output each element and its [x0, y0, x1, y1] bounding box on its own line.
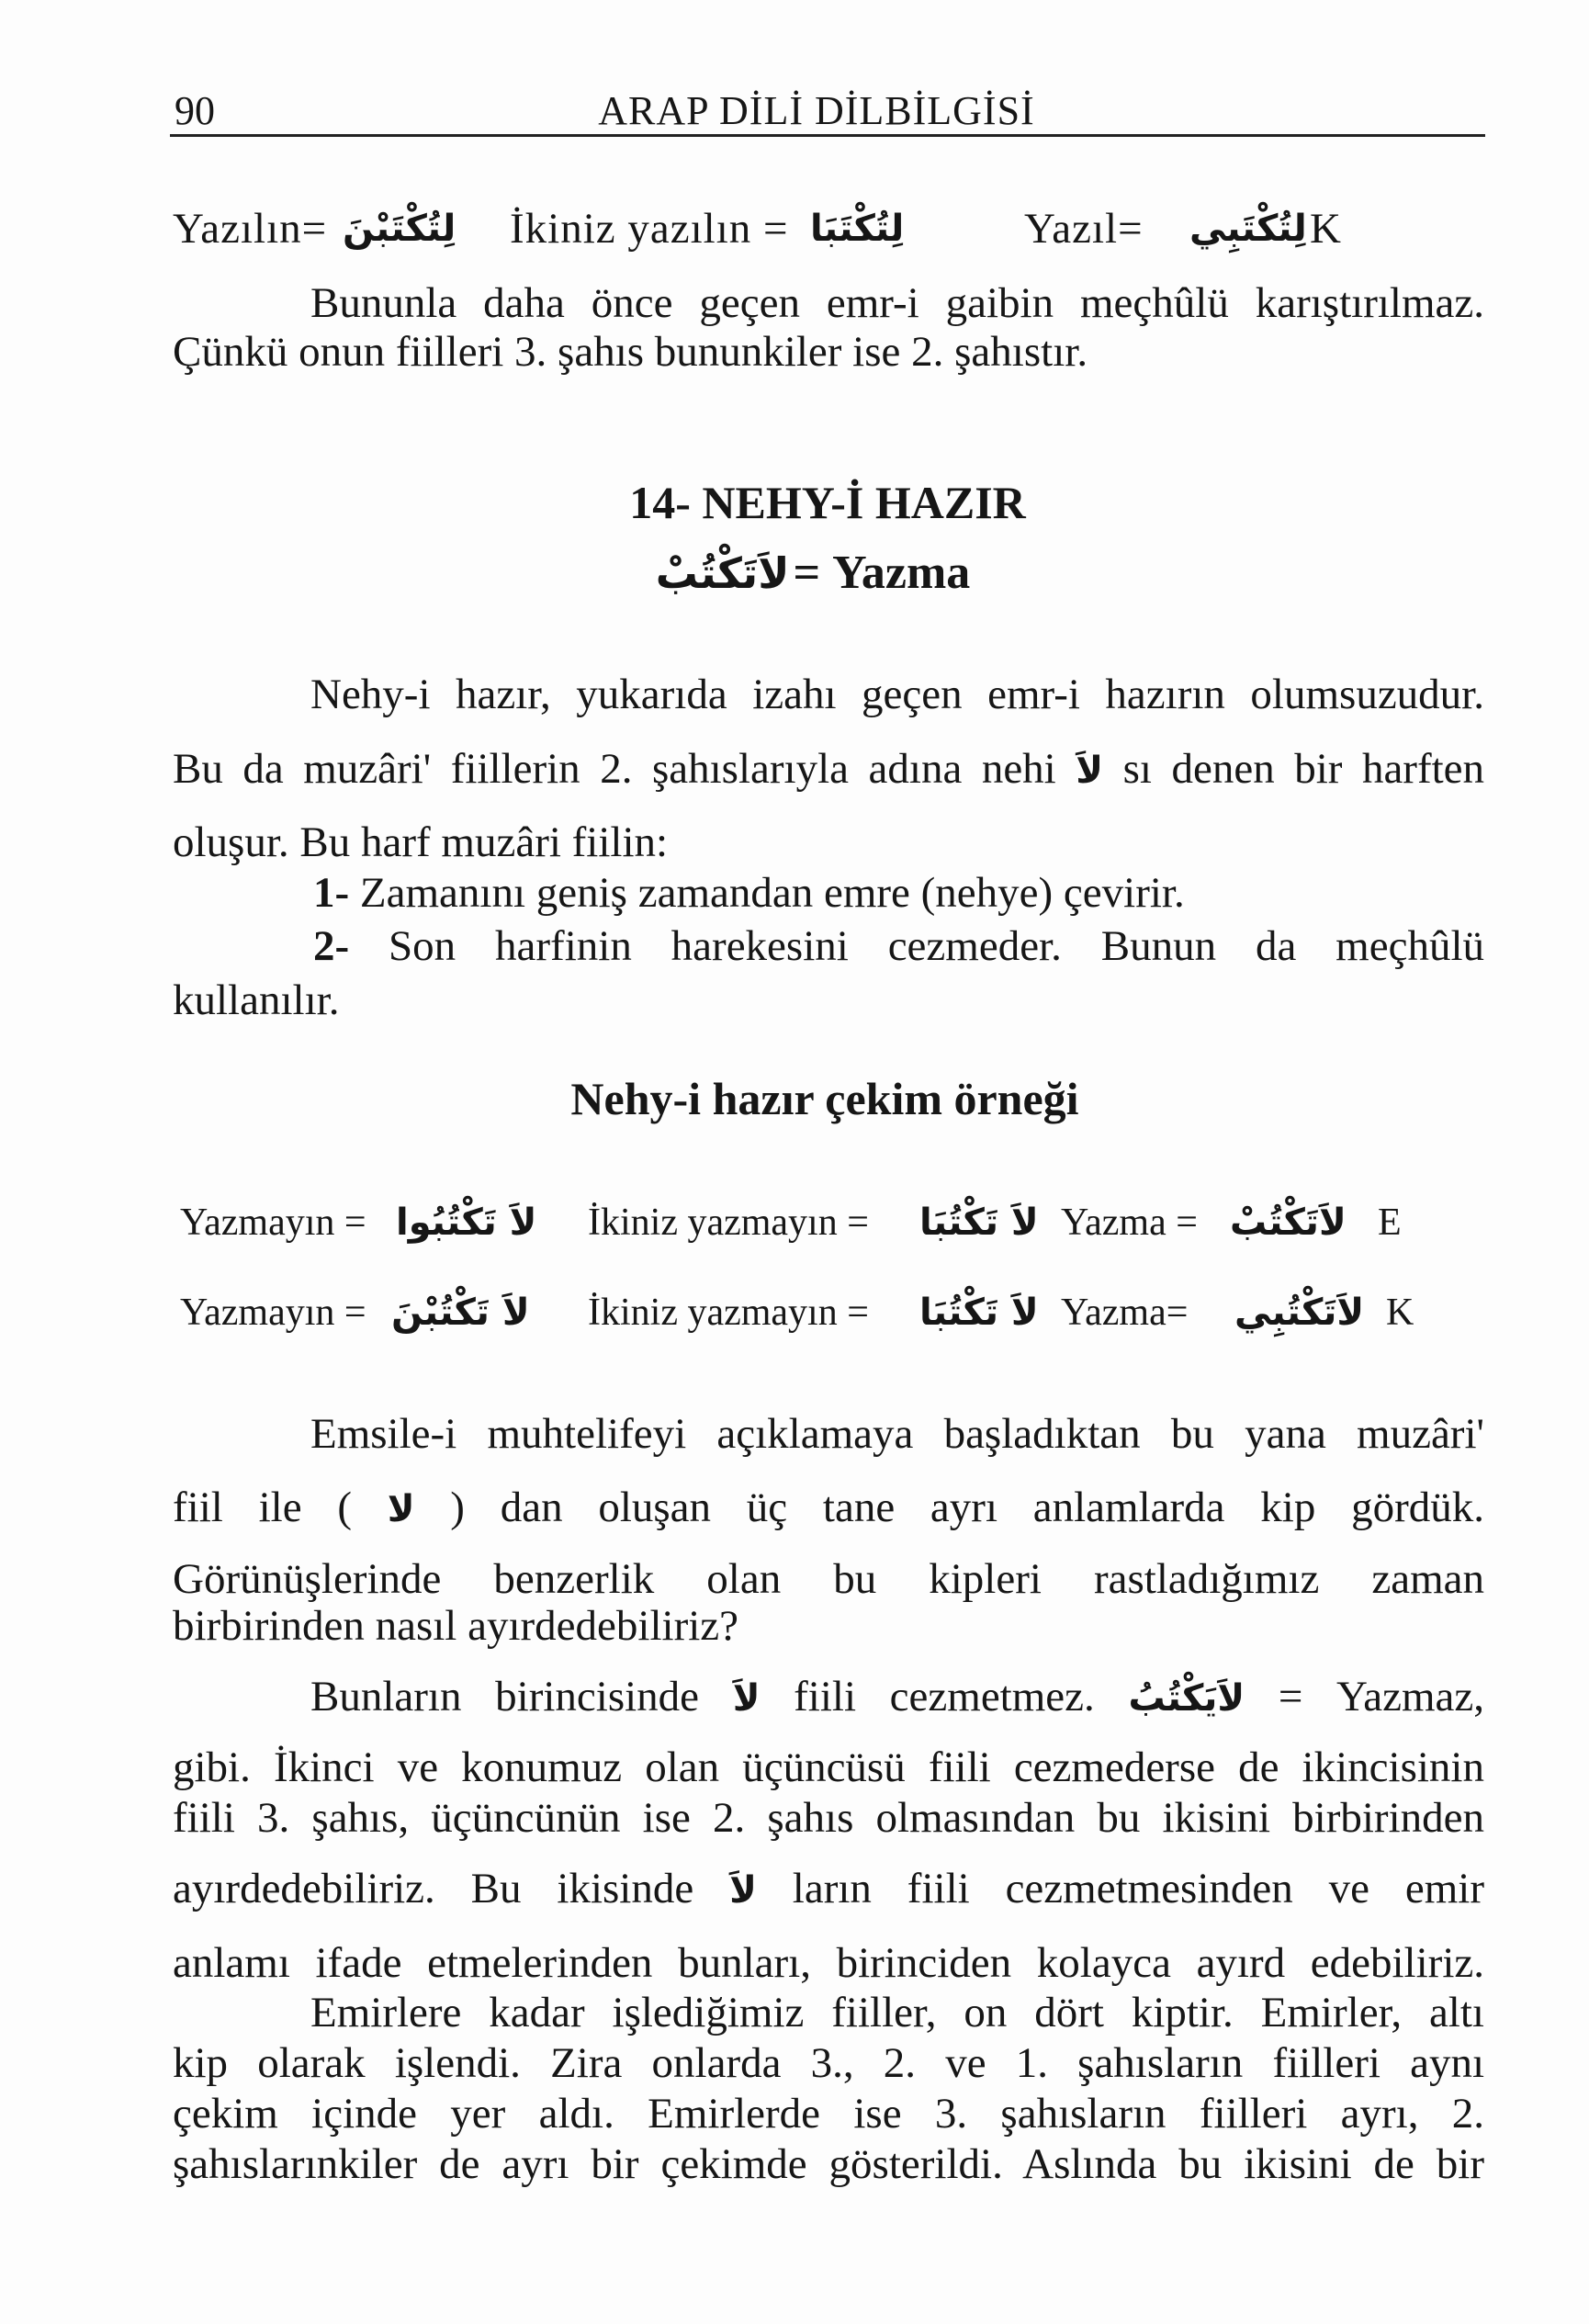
conjugation-label: Yazma =	[1061, 1201, 1198, 1244]
text-segment: ların fiili cezmetmesinden ve emir	[792, 1865, 1485, 1912]
conjugation-label: İkiniz yazılın =	[510, 205, 789, 253]
arabic-form: لاَتَكْتُبِي	[1234, 1292, 1365, 1334]
text-line	[173, 1861, 1484, 1916]
text-line: çekim içinde yer aldı. Emirlerde ise 3. şahısların fiilleri ayrı, 2.	[173, 2090, 1484, 2138]
example-meaning: = Yazma	[793, 547, 971, 599]
list-text: Son harfinin harekesini cezmeder. Bunun da meçhûlü	[389, 922, 1485, 970]
arabic-form: لِتُكْتَبِي	[1189, 208, 1307, 250]
text-line: oluşur. Bu harf muzâri fiilin:	[173, 818, 669, 866]
text-segment: = Yazmaz,	[1278, 1673, 1484, 1720]
text-line: Nehy-i hazır, yukarıda izahı geçen emr-i hazırın olumsuzudur.	[310, 671, 1484, 718]
arabic-form: لاَ تَكْتُبْنَ	[391, 1292, 530, 1334]
text-line	[173, 1480, 1484, 1535]
conjugation-title: Nehy-i hazır çekim örneği	[570, 1073, 1079, 1124]
text-line: Görünüşlerinde benzerlik olan bu kipleri rastladığımız zaman	[173, 1555, 1484, 1603]
text-line: Bununla daha önce geçen emr-i gaibin meçhûlü karıştırılmaz.	[310, 279, 1484, 327]
conjugation-label: Yazmayın =	[180, 1292, 366, 1334]
section-title: 14- NEHY-İ HAZIR	[629, 477, 1026, 528]
running-title: ARAP DİLİ DİLBİLGİSİ	[598, 88, 1035, 133]
text-line: anlamı ifade etmelerinden bunları, birinciden kolayca ayırd edebiliriz.	[173, 1939, 1484, 1987]
text-segment: fiili cezmetmez.	[794, 1673, 1095, 1720]
arabic-form: لاَ تَكْتُبَا	[919, 1201, 1039, 1244]
text-line: Çünkü onun fiilleri 3. şahıs bununkiler ise 2. şahıstır.	[173, 328, 1088, 376]
conjugation-label: Yazmayın =	[180, 1201, 366, 1244]
text-line: şahıslarınkiler de ayrı bir çekimde gösterildi. Aslında bu ikisini de bir	[173, 2140, 1484, 2188]
text-line: fiili 3. şahıs, üçüncünün ise 2. şahıs olmasından bu ikisini birbirinden	[173, 1794, 1484, 1842]
header-rule	[170, 134, 1485, 137]
text-segment: ayırdedebiliriz. Bu ikisinde	[173, 1865, 694, 1912]
text-segment: Bunların birincisinde	[310, 1673, 700, 1720]
arabic-word: لاَ	[729, 1869, 757, 1912]
conjugation-label: İkiniz yazmayın =	[588, 1292, 869, 1334]
list-number: 2-	[313, 922, 350, 970]
gender-tag: E	[1378, 1201, 1402, 1244]
arabic-form: لِتُكْتَبَا	[810, 208, 905, 250]
list-text: Zamanını geniş zamandan emre (nehye) çevirir.	[359, 869, 1185, 917]
passive-conjugation-row	[0, 201, 1589, 256]
arabic-example: لاَتَكْتُبْ	[655, 548, 790, 598]
text-line: kip olarak işlendi. Zira onlarda 3., 2. ve 1. şahısların fiilleri aynı	[173, 2039, 1484, 2087]
conjugation-label: Yazılın=	[173, 205, 328, 253]
arabic-form: لِتُكْتَبْنَ	[343, 208, 456, 250]
arabic-form: لاَ تَكْتُبُوا	[396, 1201, 537, 1244]
list-number: 1-	[313, 869, 350, 917]
text-segment: fiil ile (	[173, 1484, 352, 1531]
arabic-word: لاَ	[732, 1677, 761, 1720]
list-item	[173, 919, 1484, 974]
arabic-form: لاَ تَكْتُبَا	[919, 1292, 1039, 1334]
text-segment: Bu da muzâri' fiillerin 2. şahıslarıyla adına nehi	[173, 745, 1056, 793]
text-line: gibi. İkinci ve konumuz olan üçüncüsü fiili cezmederse de ikincisinin	[173, 1743, 1484, 1791]
section-example	[656, 543, 971, 604]
conjugation-label: Yazma=	[1061, 1292, 1189, 1334]
text-line	[173, 1669, 1484, 1724]
conjugation-row-feminine	[0, 1285, 1589, 1340]
page-number: 90	[175, 88, 215, 133]
conjugation-row-masculine	[0, 1195, 1589, 1250]
list-item	[173, 865, 1484, 920]
text-line	[173, 741, 1484, 796]
text-line: kullanılır.	[173, 976, 340, 1024]
gender-tag: K	[1386, 1292, 1414, 1334]
gender-tag: K	[1310, 205, 1342, 253]
arabic-form: لاَتَكْتُبْ	[1230, 1201, 1347, 1244]
arabic-word: لا	[387, 1488, 415, 1530]
text-line: birbirinden nasıl ayırdedebiliriz?	[173, 1602, 739, 1650]
text-line: Emsile-i muhtelifeyi açıklamaya başladıktan bu yana muzâri'	[310, 1410, 1484, 1458]
conjugation-label: Yazıl=	[1024, 205, 1144, 253]
arabic-example: لاَيَكْتُبُ	[1128, 1677, 1245, 1720]
conjugation-label: İkiniz yazmayın =	[588, 1201, 869, 1244]
text-segment: sı denen bir harften	[1122, 745, 1485, 793]
text-segment: ) dan oluşan üç tane ayrı anlamlarda kip gördük.	[450, 1484, 1484, 1531]
arabic-word: لاَ	[1076, 750, 1104, 792]
text-line: Emirlere kadar işlediğimiz fiiller, on dört kiptir. Emirler, altı	[310, 1989, 1484, 2036]
